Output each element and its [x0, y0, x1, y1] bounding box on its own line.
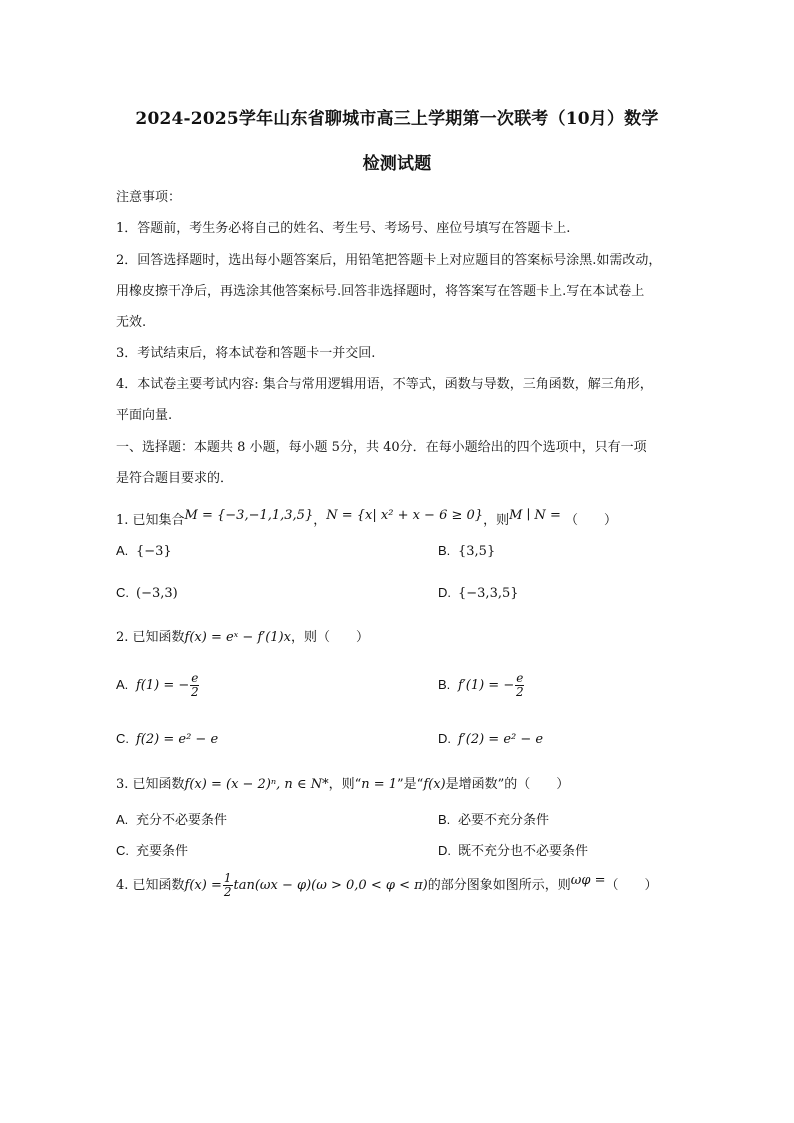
question-2-function: f(x) = eˣ − f′(1)x — [184, 630, 291, 645]
option-text: {3,5} — [458, 544, 496, 559]
question-1-set-m: M = {−3,−1,1,3,5} — [184, 508, 314, 523]
question-2-ask: ，则（ ） — [290, 630, 369, 645]
option-text: 既不充分也不必要条件 — [458, 844, 589, 859]
question-1-option-c[interactable] — [116, 585, 178, 601]
question-4-text: 的部分图象如图所示，则 — [427, 878, 571, 893]
question-2-option-b[interactable] — [438, 672, 525, 699]
option-label: B. — [438, 543, 451, 558]
question-2-option-c[interactable] — [116, 731, 218, 747]
option-label: C. — [116, 843, 129, 858]
question-3-option-d[interactable] — [438, 840, 588, 859]
question-3-stem — [116, 773, 569, 792]
notice-item-4-line-2: 平面向量. — [116, 408, 173, 423]
notice-item-2-line-2: 用橡皮擦干净后，再选涂其他答案标号.回答非选择题时，将答案写在答题卡上.写在本试卷上 — [116, 284, 645, 299]
notice-item-2-line-1: 2．回答选择题时，选出每小题答案后，用铅笔把答题卡上对应题目的答案标号涂黑.如需改动， — [116, 253, 662, 268]
option-label: A. — [116, 677, 129, 692]
question-1-option-a[interactable] — [116, 543, 172, 559]
notice-item-2-line-3: 无效. — [116, 315, 147, 330]
question-1-set-n: N = {x| x² + x − 6 ≥ 0} — [326, 508, 484, 523]
notice-item-4-line-1: 4．本试卷主要考试内容: 集合与常用逻辑用语，不等式，函数与导数，三角函数，解三角形， — [116, 377, 653, 392]
fraction-numerator: e — [516, 671, 524, 685]
notice-item-3: 3．考试结束后，将本试卷和答题卡一并交回. — [116, 346, 376, 361]
fraction-numerator: e — [191, 671, 199, 685]
option-label: C. — [116, 585, 129, 600]
fraction-denominator: 2 — [191, 685, 199, 699]
option-text: f′(1) = − — [458, 678, 515, 693]
option-text: f(1) = − — [136, 678, 190, 693]
question-4-expression: ωφ = — [570, 873, 606, 888]
option-label: D. — [438, 843, 451, 858]
option-label: A. — [116, 812, 129, 827]
exam-subtitle: 检测试题 — [362, 154, 432, 174]
question-4-prefix: 4. 已知函数 — [116, 878, 185, 893]
fraction-denominator: 2 — [515, 685, 524, 699]
fraction — [223, 872, 233, 899]
question-2-option-a[interactable] — [116, 672, 200, 699]
exam-title: 2024-2025学年山东省聊城市高三上学期第一次联考（10月）数学 — [135, 109, 659, 129]
question-3-fx: f(x) — [423, 777, 446, 792]
option-label: B. — [438, 677, 451, 692]
question-4-stem — [116, 872, 658, 899]
option-text: 充要条件 — [136, 844, 189, 859]
question-4-lhs: f(x) = — [184, 878, 222, 893]
question-3-function: f(x) = (x − 2)ⁿ, n ∈ N* — [184, 777, 329, 792]
question-1-option-d[interactable] — [438, 585, 519, 601]
question-1-stem — [116, 509, 617, 528]
question-3-prefix: 3. 已知函数 — [116, 777, 185, 792]
question-3-text: ”是“ — [397, 777, 424, 792]
option-text: f′(2) = e² − e — [458, 732, 544, 747]
question-3-option-b[interactable] — [438, 809, 549, 828]
option-label: A. — [116, 543, 129, 558]
notice-item-1: 1．答题前，考生务必将自己的姓名、考生号、考场号、座位号填写在答题卡上. — [116, 221, 571, 236]
question-1-answer-paren: （ ） — [564, 513, 617, 528]
question-1-comma: ， — [313, 513, 327, 528]
question-3-text: ，则“ — [328, 777, 362, 792]
section-heading-line-1: 一、选择题：本题共 8 小题，每小题 5分，共 40分．在每小题给出的四个选项中，只有一项 — [116, 440, 647, 455]
option-label: B. — [438, 812, 451, 827]
question-3-option-a[interactable] — [116, 809, 227, 828]
fraction-numerator: 1 — [223, 871, 232, 885]
question-2-option-d[interactable] — [438, 731, 543, 747]
option-label: C. — [116, 731, 129, 746]
question-3-text: 是增函数”的（ ） — [445, 777, 570, 792]
option-text: {−3} — [136, 544, 172, 559]
section-heading-line-2: 是符合题目要求的． — [116, 471, 234, 486]
question-3-option-c[interactable] — [116, 840, 188, 859]
question-4-answer-paren: （ ） — [605, 878, 658, 893]
question-1-prefix: 1. 已知集合 — [116, 513, 185, 528]
fraction — [190, 672, 199, 699]
question-1-expression: M ∣ N = — [509, 508, 561, 523]
question-4-rhs: tan(ωx − φ)(ω > 0,0 < φ < π) — [233, 878, 428, 893]
question-2-stem — [116, 626, 369, 645]
option-text: f(2) = e² − e — [136, 732, 219, 747]
question-1-option-b[interactable] — [438, 543, 495, 559]
question-3-condition: n = 1 — [361, 777, 398, 792]
option-text: {−3,3,5} — [458, 586, 519, 601]
fraction — [515, 672, 524, 699]
option-text: 必要不充分条件 — [458, 813, 550, 828]
question-1-ask: ，则 — [483, 513, 510, 528]
option-label: D. — [438, 585, 451, 600]
option-text: (−3,3) — [136, 586, 178, 601]
notice-heading: 注意事项： — [116, 190, 182, 205]
option-text: 充分不必要条件 — [136, 813, 228, 828]
question-2-prefix: 2. 已知函数 — [116, 630, 185, 645]
fraction-denominator: 2 — [223, 885, 232, 899]
option-label: D. — [438, 731, 451, 746]
